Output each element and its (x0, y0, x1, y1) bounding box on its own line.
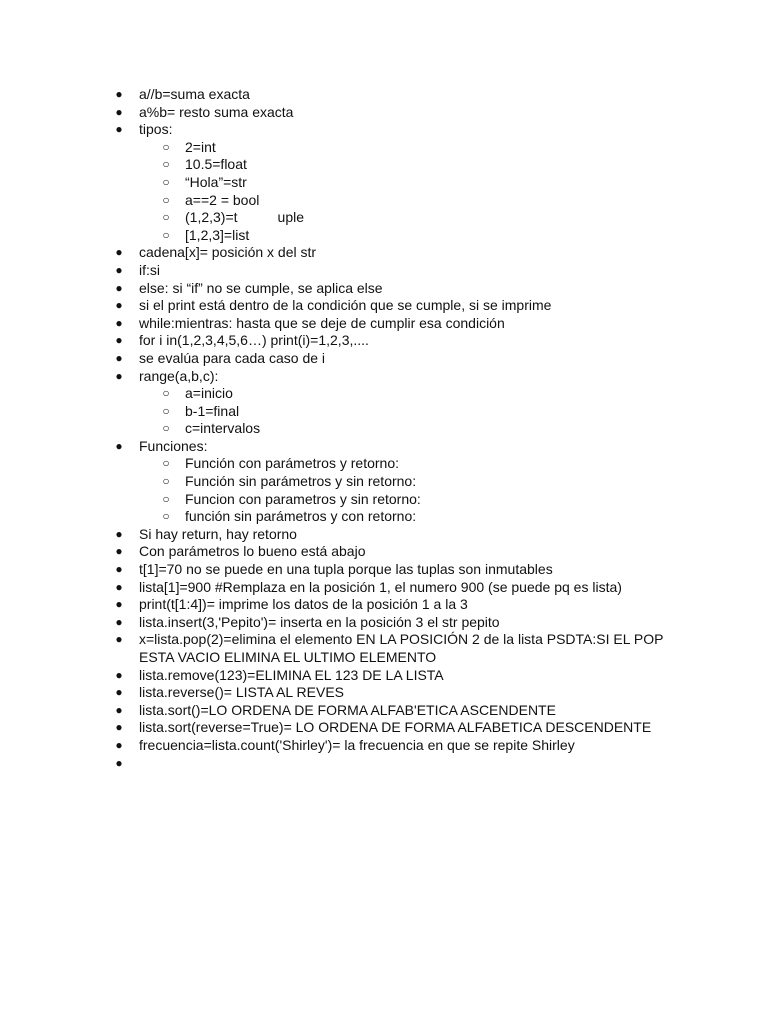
list-item-text: a%b= resto suma exacta (139, 103, 294, 120)
list-item-text: range(a,b,c): (139, 367, 219, 384)
list-item-text: t[1]=70 no se puede en una tupla porque las tuplas son inmutables (139, 561, 553, 578)
list-item (0, 667, 768, 685)
list-item (0, 227, 768, 245)
list-item-text: (1,2,3)=t uple (185, 209, 304, 226)
list-item-text: función sin parámetros y con retorno: (185, 508, 417, 525)
list-item (0, 192, 768, 210)
list-item-text: [1,2,3]=list (185, 226, 250, 243)
list-item (0, 596, 768, 614)
bullet-hollow-icon: ○ (162, 386, 170, 401)
list-item-text: Con parámetros lo bueno está abajo (139, 543, 366, 560)
bullet-filled-icon: ● (115, 350, 123, 365)
list-item (0, 86, 768, 104)
bullet-hollow-icon: ○ (162, 227, 170, 242)
bullet-hollow-icon: ○ (162, 421, 170, 436)
list-item-text: tipos: (139, 121, 173, 138)
list-item-text: si el print está dentro de la condición que se cumple, si se imprime (139, 297, 552, 314)
list-item (0, 315, 768, 333)
list-item-text: c=intervalos (185, 420, 261, 437)
list-item (0, 684, 768, 702)
list-item (0, 631, 768, 649)
bullet-filled-icon: ● (115, 667, 123, 682)
list-item-text: Si hay return, hay retorno (139, 525, 297, 542)
bullet-filled-icon: ● (115, 368, 123, 383)
bullet-hollow-icon: ○ (162, 192, 170, 207)
list-item (0, 332, 768, 350)
list-item (0, 561, 768, 579)
bullet-filled-icon: ● (115, 614, 123, 629)
bullet-hollow-icon: ○ (162, 474, 170, 489)
document-body (0, 86, 768, 772)
bullet-filled-icon: ● (115, 280, 123, 295)
list-item-text: while:mientras: hasta que se deje de cumplir esa condición (139, 314, 505, 331)
list-item-text: Funcion con parametros y sin retorno: (185, 490, 421, 507)
list-item (0, 579, 768, 597)
list-item (0, 455, 768, 473)
bullet-filled-icon: ● (115, 720, 123, 735)
list-item (0, 297, 768, 315)
bullet-filled-icon: ● (115, 87, 123, 101)
list-item-text: if:si (139, 261, 160, 278)
list-item (0, 244, 768, 262)
list-item (0, 702, 768, 720)
list-item-continuation: ESTA VACIO ELIMINA EL ULTIMO ELEMENTO (139, 649, 437, 665)
list-item (0, 209, 768, 227)
bullet-filled-icon: ● (115, 104, 123, 119)
list-item (0, 121, 768, 139)
list-item (0, 508, 768, 526)
list-item (0, 755, 768, 773)
bullet-filled-icon: ● (115, 245, 123, 260)
list-item-text: b-1=final (185, 402, 240, 419)
bullet-filled-icon: ● (115, 685, 123, 700)
bullet-filled-icon: ● (115, 755, 123, 770)
bullet-hollow-icon: ○ (162, 139, 170, 154)
list-item-text: else: si “if” no se cumple, se aplica else (139, 279, 383, 296)
list-item-text: Función sin parámetros y sin retorno: (185, 473, 417, 490)
list-item-text: lista.reverse()= LISTA AL REVES (139, 684, 345, 701)
list-item-text: lista.insert(3,'Pepito')= inserta en la posición 3 el str pepito (139, 613, 500, 630)
list-item (0, 543, 768, 561)
list-item (0, 473, 768, 491)
list-item (0, 104, 768, 122)
list-item (0, 719, 768, 737)
list-item (0, 174, 768, 192)
bullet-filled-icon: ● (115, 438, 123, 453)
bullet-hollow-icon: ○ (162, 403, 170, 418)
list-item (0, 491, 768, 509)
list-item-text: for i in(1,2,3,4,5,6…) print(i)=1,2,3,.... (139, 332, 369, 349)
bullet-hollow-icon: ○ (162, 174, 170, 189)
list-item (0, 614, 768, 632)
list-item (0, 403, 768, 421)
list-item-text: a//b=suma exacta (139, 86, 250, 102)
list-item (0, 526, 768, 544)
list-item-text: se evalúa para cada caso de i (139, 349, 326, 366)
list-item (0, 737, 768, 755)
list-item-text: x=lista.pop(2)=elimina el elemento EN LA POSICIÓN 2 de la lista PSDTA:SI EL POP (139, 631, 664, 648)
list-item-text: Función con parámetros y retorno: (185, 455, 399, 472)
bullet-hollow-icon: ○ (162, 157, 170, 172)
list-item-text: “Hola”=str (185, 173, 247, 190)
list-item-text: lista.sort()=LO ORDENA DE FORMA ALFAB'ETICA ASCENDENTE (139, 701, 556, 718)
bullet-filled-icon: ● (115, 702, 123, 717)
bullet-filled-icon: ● (115, 262, 123, 277)
bullet-hollow-icon: ○ (162, 210, 170, 225)
bullet-filled-icon: ● (115, 122, 123, 137)
bullet-hollow-icon: ○ (162, 509, 170, 524)
list-item (0, 438, 768, 456)
bullet-filled-icon: ● (115, 597, 123, 612)
bullet-filled-icon: ● (115, 632, 123, 647)
list-item (0, 139, 768, 157)
list-item (0, 262, 768, 280)
list-item-text: Funciones: (139, 437, 208, 454)
list-item (0, 420, 768, 438)
list-item-text: lista.sort(reverse=True)= LO ORDENA DE FORMA ALFABETICA DESCENDENTE (139, 719, 652, 736)
list-item-text: 10.5=float (185, 156, 247, 173)
bullet-filled-icon: ● (115, 526, 123, 541)
bullet-filled-icon: ● (115, 544, 123, 559)
bullet-filled-icon: ● (115, 333, 123, 348)
bullet-filled-icon: ● (115, 737, 123, 752)
list-item-text: lista.remove(123)=ELIMINA EL 123 DE LA LISTA (139, 666, 444, 683)
list-item-text: cadena[x]= posición x del str (139, 244, 317, 261)
list-item-text: a=inicio (185, 385, 233, 402)
list-item (0, 350, 768, 368)
list-item-text: a==2 = bool (185, 191, 260, 208)
bullet-hollow-icon: ○ (162, 456, 170, 471)
bullet-filled-icon: ● (115, 562, 123, 577)
list-item-text: print(t[1:4])= imprime los datos de la posición 1 a la 3 (139, 596, 468, 613)
list-item (0, 156, 768, 174)
list-item (0, 368, 768, 386)
list-item (0, 385, 768, 403)
bullet-filled-icon: ● (115, 298, 123, 313)
list-item-text: frecuencia=lista.count('Shirley')= la frecuencia en que se repite Shirley (139, 736, 575, 753)
bullet-filled-icon: ● (115, 579, 123, 594)
bullet-hollow-icon: ○ (162, 491, 170, 506)
bullet-filled-icon: ● (115, 315, 123, 330)
list-item-text: 2=int (185, 138, 216, 155)
list-item (0, 280, 768, 298)
list-item-text: lista[1]=900 #Remplaza en la posición 1, el numero 900 (se puede pq es lista) (139, 578, 622, 595)
